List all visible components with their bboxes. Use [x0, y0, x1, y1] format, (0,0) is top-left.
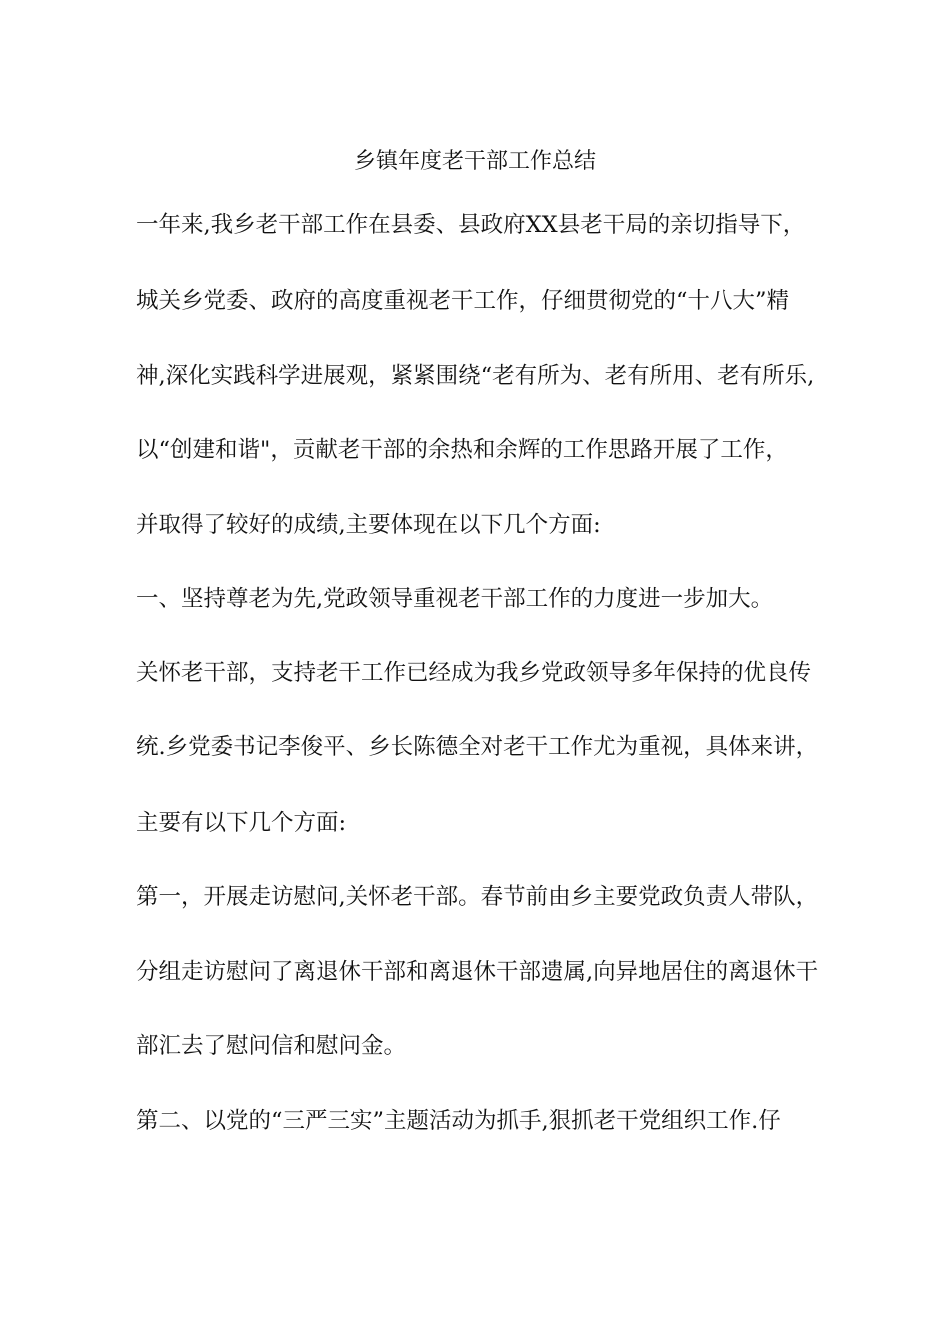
- paragraph-line-2: 城关乡党委、政府的高度重视老干工作，仔细贯彻党的“十八大”精: [136, 288, 790, 314]
- paragraph-line-7: 关怀老干部，支持老干工作已经成为我乡党政领导多年保持的优良传: [136, 660, 812, 686]
- paragraph-line-12: 部汇去了慰问信和慰问金。: [136, 1033, 407, 1059]
- paragraph-line-5: 并取得了较好的成绩,主要体现在以下几个方面:: [136, 512, 601, 538]
- paragraph-line-11: 分组走访慰问了离退休干部和离退休干部遗属,向异地居住的离退休干: [136, 959, 819, 985]
- paragraph-line-9: 主要有以下几个方面:: [136, 810, 347, 836]
- paragraph-line-4: 以“创建和谐"，贡献老干部的余热和余辉的工作思路开展了工作，: [136, 437, 788, 463]
- paragraph-line-8: 统.乡党委书记李俊平、乡长陈德全对老干工作尤为重视，具体来讲，: [136, 734, 819, 760]
- paragraph-line-13: 第二、以党的“三严三实”主题活动为抓手,狠抓老干党组织工作.仔: [136, 1108, 781, 1134]
- paragraph-line-10: 第一，开展走访慰问,关怀老干部。春节前由乡主要党政负责人带队，: [136, 884, 819, 910]
- paragraph-line-3: 神,深化实践科学进展观，紧紧围绕“老有所为、老有所用、老有所乐,: [136, 363, 815, 389]
- section-heading-1: 一、坚持尊老为先,党政领导重视老干部工作的力度进一步加大。: [136, 586, 774, 612]
- paragraph-line-1: 一年来,我乡老干部工作在县委、县政府XX县老干局的亲切指导下，: [136, 212, 806, 238]
- document-title: 乡镇年度老干部工作总结: [353, 149, 596, 174]
